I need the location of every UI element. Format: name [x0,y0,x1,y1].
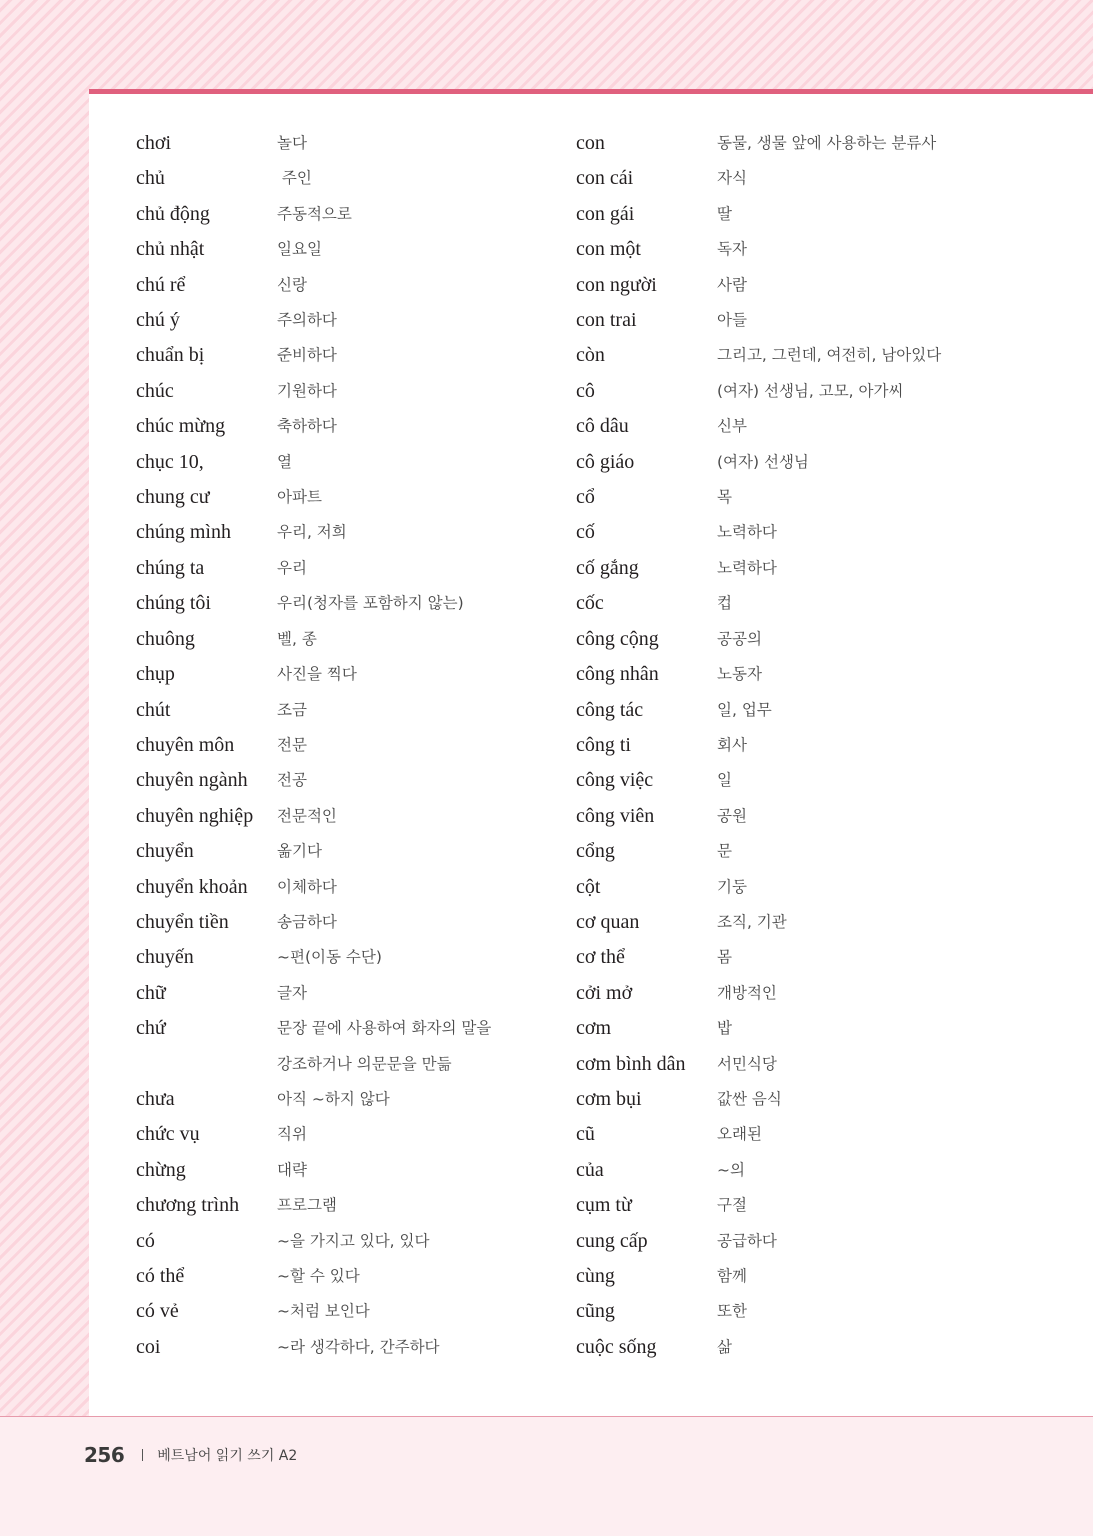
glossary-entry [576,1294,1036,1329]
vietnamese-term: chúng tôi [136,592,211,615]
glossary-entry [576,728,1036,763]
glossary-entry [576,1188,1036,1223]
korean-definition: ~할 수 있다 [277,1267,360,1285]
korean-definition: 이체하다 [277,877,337,896]
korean-definition: ~처럼 보인다 [277,1302,370,1321]
glossary-entry [136,586,556,621]
header-accent-rule [89,89,1093,94]
glossary-entry [136,693,556,728]
korean-definition: ~편(이동 수단) [277,948,382,967]
korean-definition: 주인 [277,169,312,188]
korean-definition: 직위 [277,1125,307,1144]
glossary-entry [576,1330,1036,1365]
korean-definition: 또한 [717,1302,747,1321]
korean-definition: 삶 [717,1337,732,1356]
glossary-entry [576,1011,1036,1046]
vietnamese-term: cuộc sống [576,1335,657,1358]
korean-definition: 밥 [717,1019,732,1038]
vietnamese-term: chuyên môn [136,733,235,756]
page-number: 256 [84,1443,125,1467]
glossary-entry [576,1082,1036,1117]
glossary-entry [136,1294,556,1329]
glossary-entry [576,126,1036,161]
korean-definition: 놀다 [277,134,307,152]
glossary-entry [136,197,556,232]
vietnamese-term: cô [576,379,595,402]
vietnamese-term: cơ thể [576,946,625,969]
vietnamese-term: chuyên nghiệp [136,804,254,827]
glossary-entry [576,763,1036,798]
korean-definition: 조직, 기관 [717,912,787,931]
vietnamese-term: chủ [136,167,165,190]
vietnamese-term: cốc [576,592,604,615]
korean-definition: 노력하다 [717,558,777,577]
vietnamese-term: cụm từ [576,1194,632,1217]
vietnamese-term: chúc mừng [136,415,226,438]
vietnamese-term: chuyển [136,840,194,863]
vietnamese-term: chục 10, [136,450,204,473]
korean-definition: 신랑 [277,275,307,294]
vietnamese-term: công tác [576,698,644,721]
vietnamese-term: có [136,1229,155,1252]
vietnamese-term: con [576,132,605,154]
korean-definition: 몸 [717,948,732,967]
glossary-entry [576,940,1036,975]
korean-definition: (여자) 선생님, 고모, 아가씨 [717,381,904,400]
vietnamese-term: con cái [576,167,634,190]
vietnamese-term: con người [576,273,657,296]
glossary-entry [136,374,556,409]
korean-definition: 아들 [717,311,747,330]
glossary-entry [136,763,556,798]
glossary-entry [136,1117,556,1152]
vietnamese-term: chuông [136,627,195,650]
vietnamese-term: của [576,1158,604,1181]
korean-definition: 사람 [717,275,747,294]
vietnamese-term: chúng mình [136,521,231,544]
korean-definition: 문장 끝에 사용하여 화자의 말을 [277,1019,492,1038]
korean-definition: 주동적으로 [277,204,352,223]
glossary-entry [576,161,1036,196]
korean-definition: 대략 [277,1160,307,1179]
glossary-entry [576,374,1036,409]
vietnamese-term: cổ [576,486,595,509]
korean-definition: 강조하거나 의문문을 만듦 [277,1054,452,1073]
glossary-entry [576,268,1036,303]
glossary-entry [576,409,1036,444]
glossary-entry [136,161,556,196]
vietnamese-term: có vẻ [136,1300,179,1323]
vietnamese-term: cơ quan [576,910,640,933]
vietnamese-term: chúc [136,379,174,402]
vietnamese-term: chuyến [136,946,194,969]
korean-definition: 서민식당 [717,1054,777,1073]
vietnamese-term: chung cư [136,486,210,509]
vietnamese-term: chủ động [136,202,210,225]
korean-definition: 공공의 [717,629,762,648]
glossary-entry [576,1153,1036,1188]
korean-definition: 전공 [277,771,307,790]
vietnamese-term: cổng [576,840,615,863]
glossary-entry [576,515,1036,550]
glossary-entry [576,693,1036,728]
glossary-entry [136,480,556,515]
glossary-entry [136,940,556,975]
vietnamese-term: chuyên ngành [136,769,248,792]
vietnamese-term: chuyển khoản [136,875,248,898]
glossary-entry [136,268,556,303]
glossary-entry [576,1224,1036,1259]
korean-definition: 주의하다 [277,311,337,330]
vietnamese-term: chuyển tiền [136,910,229,933]
vietnamese-term: còn [576,344,605,367]
glossary-entry [136,1330,556,1365]
glossary-entry [136,409,556,444]
korean-definition: 조금 [277,700,307,719]
vietnamese-term: cởi mở [576,981,633,1004]
korean-definition: 축하하다 [277,417,337,436]
glossary-entry [136,551,556,586]
korean-definition: (여자) 선생님 [717,452,809,471]
glossary-entry [136,1082,556,1117]
vietnamese-term: con trai [576,309,637,332]
korean-definition: 글자 [277,983,307,1002]
vietnamese-term: cùng [576,1265,615,1287]
glossary-entry [576,834,1036,869]
glossary-entry [136,303,556,338]
glossary-entry [136,728,556,763]
korean-definition: 일요일 [277,240,322,259]
korean-definition: 목 [717,488,732,507]
vietnamese-term: công việc [576,769,654,792]
vietnamese-term: con gái [576,202,635,225]
glossary-entry [136,834,556,869]
glossary-entry [136,126,556,161]
book-title: 베트남어 읽기 쓰기 A2 [157,1448,298,1464]
footer-rule [0,1416,1093,1417]
glossary-entry [136,1153,556,1188]
glossary-entry [576,586,1036,621]
korean-definition: 일 [717,771,732,790]
vietnamese-term: chưa [136,1087,175,1110]
vietnamese-term: chơi [136,132,172,154]
korean-definition: 일, 업무 [717,700,772,719]
korean-definition: 준비하다 [277,346,337,365]
vietnamese-term: chủ nhật [136,238,205,261]
glossary-entry [576,197,1036,232]
page-footer [84,1443,297,1467]
glossary-entry [576,622,1036,657]
vietnamese-term: chút [136,698,171,721]
vietnamese-term: coi [136,1335,161,1358]
vietnamese-term: công cộng [576,627,659,650]
vietnamese-term: cơm bụi [576,1087,642,1110]
korean-definition: 벨, 종 [277,629,317,648]
korean-definition: 기원하다 [277,381,337,400]
vietnamese-term: cung cấp [576,1229,648,1252]
vietnamese-term: chữ [136,981,166,1004]
korean-definition: ~라 생각하다, 간주하다 [277,1337,440,1356]
korean-definition: 우리, 저희 [277,523,347,542]
vietnamese-term: cơm [576,1017,612,1040]
glossary-entry [576,799,1036,834]
vietnamese-term: chức vụ [136,1123,200,1146]
vietnamese-term: chú ý [136,309,180,332]
vietnamese-term: công nhân [576,663,659,686]
korean-definition: 오래된 [717,1125,762,1144]
korean-definition: 자식 [717,169,747,188]
glossary-entry [576,551,1036,586]
footer-band [0,1417,1093,1536]
korean-definition: 구절 [717,1196,747,1215]
glossary-column-right [576,126,1036,1365]
glossary-entry [576,1047,1036,1082]
glossary-entry [576,232,1036,267]
glossary-entry [136,338,556,373]
vietnamese-term: cô dâu [576,415,629,438]
glossary-entry [136,445,556,480]
korean-definition: 동물, 생물 앞에 사용하는 분류사 [717,134,937,152]
vietnamese-term: chương trình [136,1194,240,1217]
korean-definition: 딸 [717,204,732,223]
glossary-entry [136,657,556,692]
korean-definition: 신부 [717,417,747,436]
korean-definition: 우리(청자를 포함하지 않는) [277,594,464,613]
glossary-entry [576,338,1036,373]
korean-definition: 노동자 [717,665,762,684]
korean-definition: 아파트 [277,488,322,507]
vietnamese-term: cố gắng [576,556,639,579]
glossary-entry [576,657,1036,692]
korean-definition: 열 [277,452,292,471]
vietnamese-term: chuẩn bị [136,344,205,367]
vietnamese-term: chú rể [136,273,186,296]
glossary-column-left [136,126,556,1365]
vietnamese-term: chụp [136,663,175,686]
vietnamese-term: cũng [576,1300,615,1323]
korean-definition: 공급하다 [717,1231,777,1250]
korean-definition: 문 [717,842,732,861]
korean-definition: 사진을 찍다 [277,665,357,684]
footer-separator [142,1449,143,1461]
korean-definition: 프로그램 [277,1196,337,1215]
glossary-entry [136,1047,556,1082]
glossary-entry [136,905,556,940]
korean-definition: 노력하다 [717,523,777,542]
glossary-entry [136,1011,556,1046]
korean-definition: 컵 [717,594,732,613]
korean-definition: 공원 [717,806,747,825]
glossary-entry [576,445,1036,480]
glossary-entry [576,870,1036,905]
vietnamese-term: công viên [576,804,655,827]
vietnamese-term: chừng [136,1158,186,1181]
glossary-entry [576,1259,1036,1294]
glossary-entry [576,303,1036,338]
vietnamese-term: cô giáo [576,450,635,473]
glossary-entry [136,622,556,657]
vietnamese-term: chúng ta [136,556,205,579]
vietnamese-term: chứ [136,1017,166,1040]
glossary-entry [136,870,556,905]
glossary-entry [136,976,556,1011]
glossary-entry [576,976,1036,1011]
glossary-entry [576,905,1036,940]
vietnamese-term: công ti [576,733,631,756]
korean-definition: 우리 [277,558,307,577]
korean-definition: 전문적인 [277,806,337,825]
korean-definition: ~의 [717,1160,745,1179]
glossary-entry [136,1224,556,1259]
korean-definition: ~을 가지고 있다, 있다 [277,1231,430,1250]
glossary-entry [136,799,556,834]
korean-definition: 회사 [717,735,747,754]
korean-definition: 아직 ~하지 않다 [277,1089,390,1108]
glossary-entry [576,1117,1036,1152]
vietnamese-term: cơm bình dân [576,1052,686,1075]
glossary-entry [136,1188,556,1223]
glossary-entry [136,232,556,267]
vietnamese-term: cột [576,875,601,898]
korean-definition: 독자 [717,240,747,259]
korean-definition: 전문 [277,735,307,754]
korean-definition: 기둥 [717,877,747,896]
vietnamese-term: có thể [136,1265,185,1287]
vietnamese-term: cũ [576,1123,595,1146]
korean-definition: 함께 [717,1267,747,1285]
vietnamese-term: cố [576,521,595,544]
glossary-entry [136,1259,556,1294]
glossary-entry [576,480,1036,515]
korean-definition: 개방적인 [717,983,777,1002]
glossary-entry [136,515,556,550]
korean-definition: 그리고, 그런데, 여전히, 남아있다 [717,346,942,365]
vietnamese-term: con một [576,238,641,261]
korean-definition: 값싼 음식 [717,1089,782,1108]
korean-definition: 송금하다 [277,912,337,931]
korean-definition: 옮기다 [277,842,322,861]
